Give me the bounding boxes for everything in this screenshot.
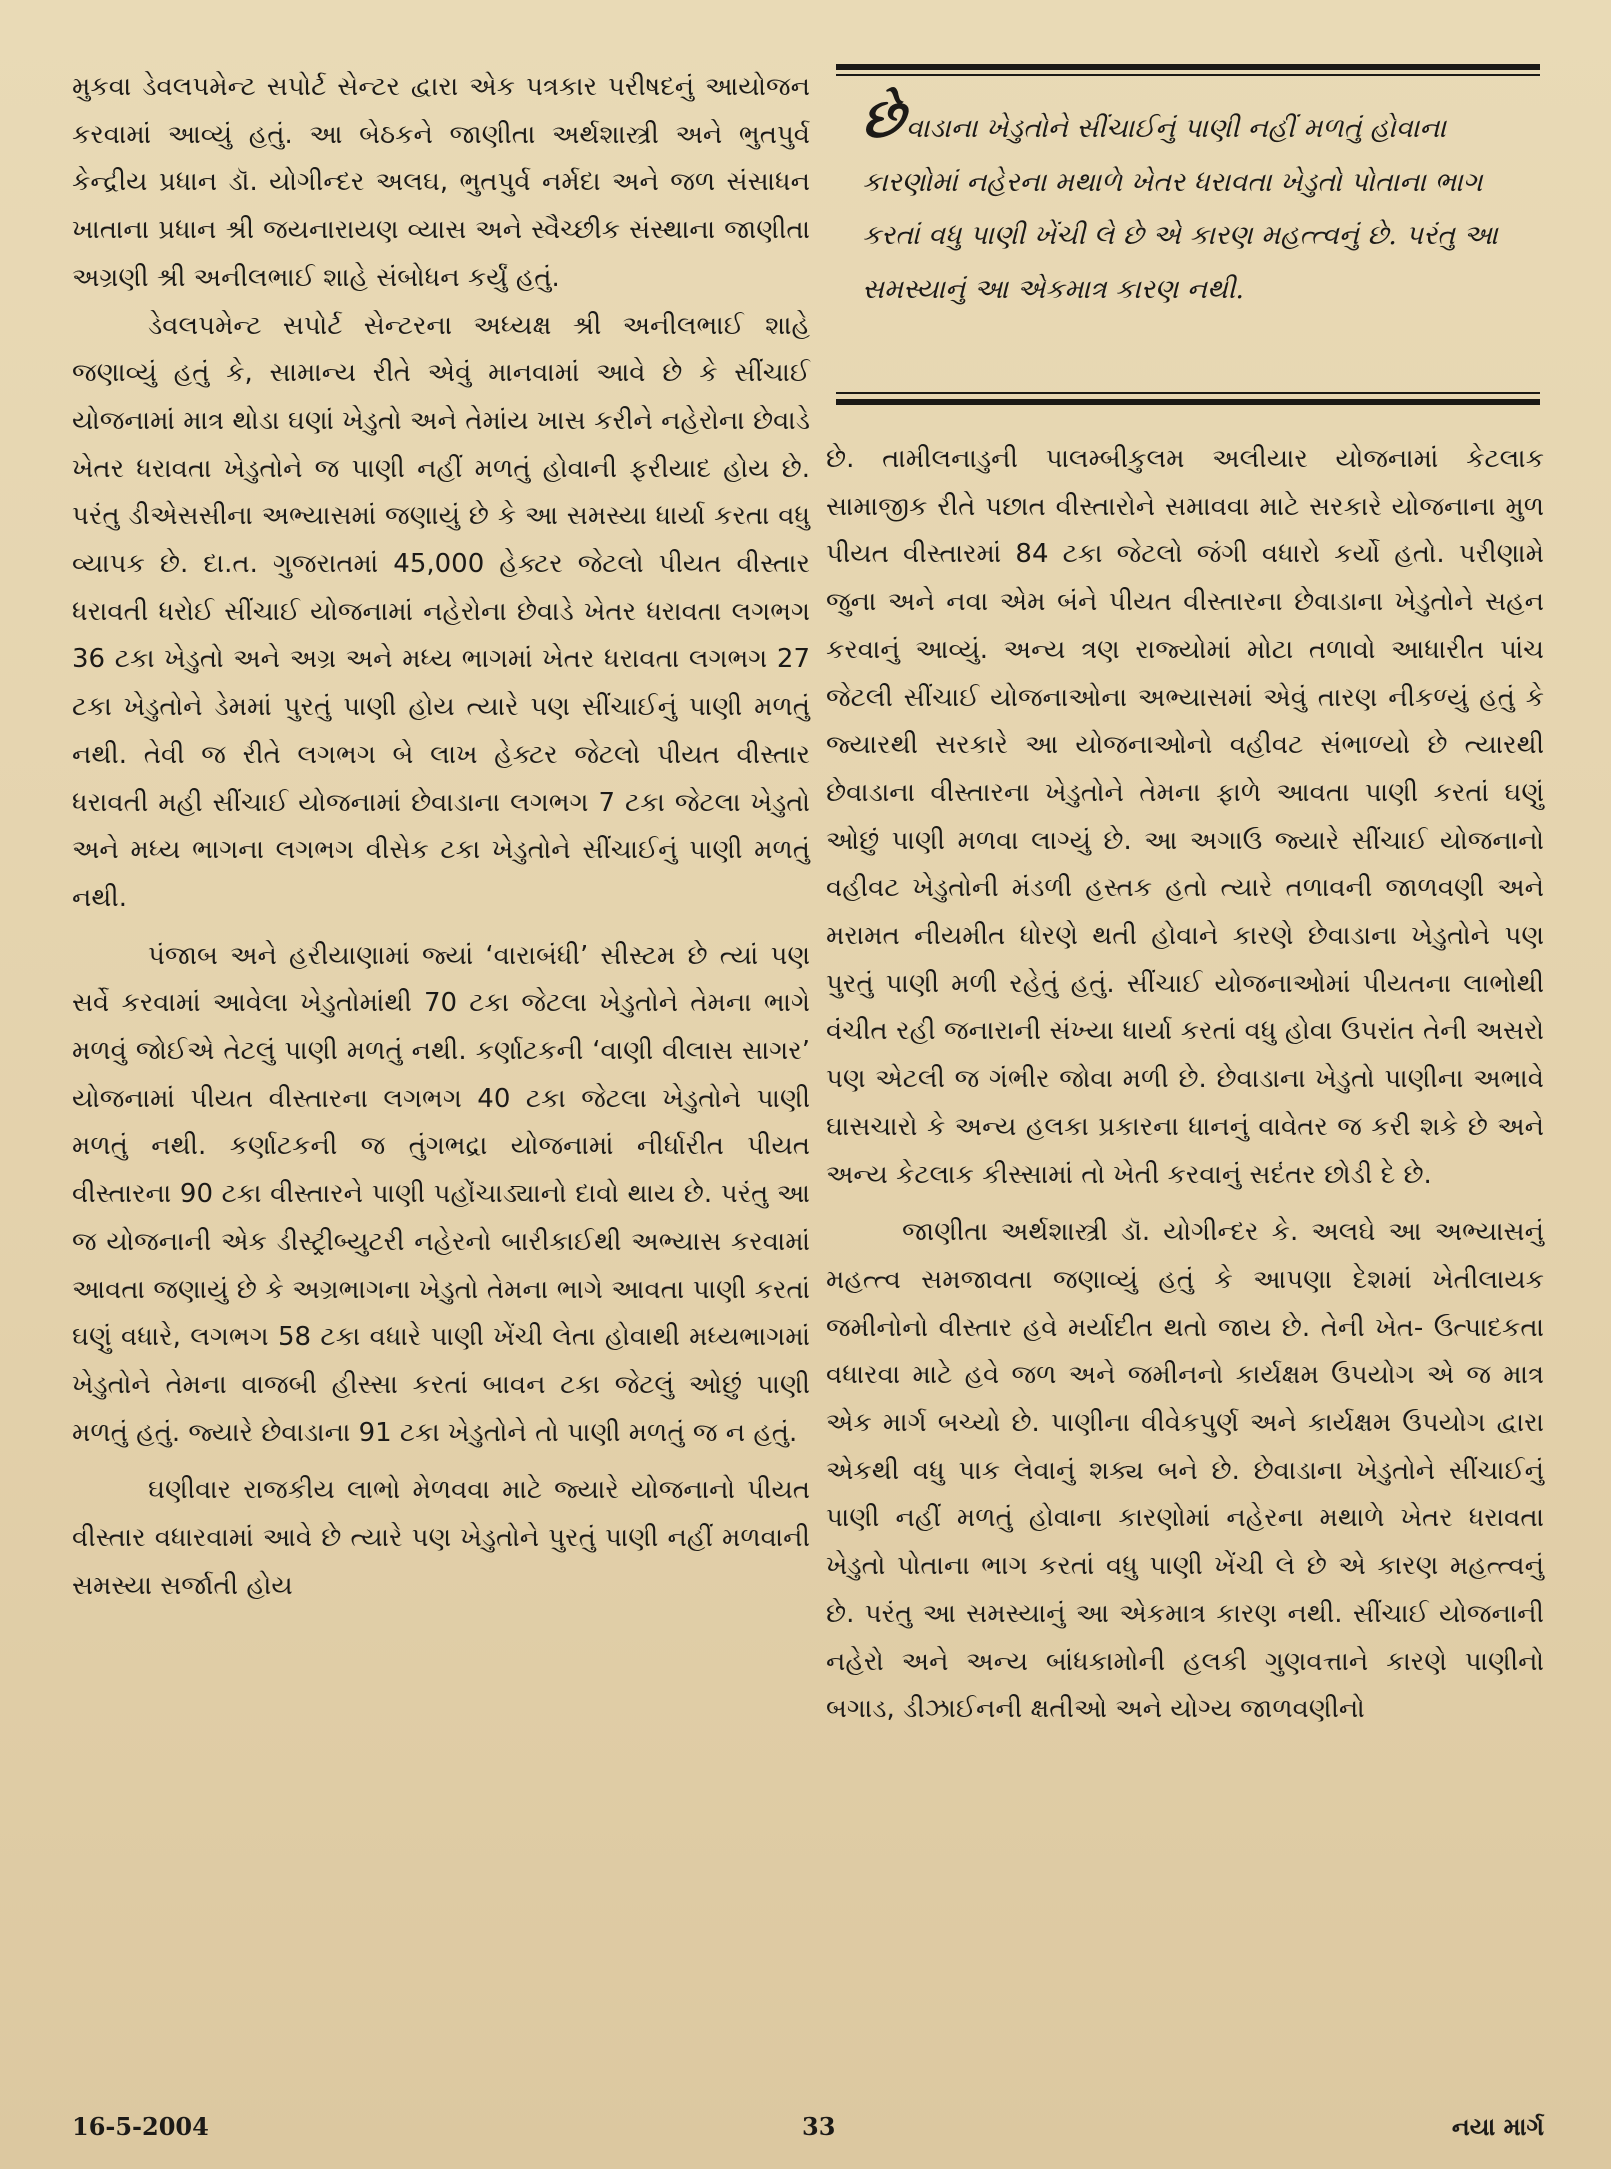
paragraph: ડેવલપમેન્ટ સપોર્ટ સેન્ટરના અધ્યક્ષ શ્રી અનીલભાઈ શાહે જણાવ્યું હતું કે, સામાન્ય રીતે એવું માનવામાં આવે છે કે સીંચાઈ યોજનામાં માત્ર થોડા ઘણાં ખેડુતો અને તેમાંય ખાસ કરીને નહેરોના છેવાડે ખેતર ધરાવતા ખેડુતોને જ પાણી નહીં મળતું હોવાની ફરીયાદ હોય છે. પરંતુ ડીએસસીના અભ્યાસમાં જણાયું છે કે આ સમસ્યા ધાર્યા કરતા વધુ વ્યાપક છે. દા.ત. ગુજરાતમાં 45,000 હેક્ટર જેટલો પીયત વીસ્તાર ધરાવતી ધરોઈ સીંચાઈ યોજનામાં નહેરોના છેવાડે ખેતર ધરાવતા લગભગ 36 ટકા ખેડુતો અને અગ્ર અને મધ્ય ભાગમાં ખેતર ધરાવતા લગભગ 27 ટકા ખેડુતોને ડેમમાં પુરતું પાણી હોય ત્યારે પણ સીંચાઈનું પાણી મળતું નથી. તેવી જ રીતે લગભગ બે લાખ હેક્ટર જેટલો પીયત વીસ્તાર ધરાવતી મહી સીંચાઈ યોજનામાં છેવાડાના લગભગ 7 ટકા જેટલા ખેડુતો અને મધ્ય ભાગના લગભગ વીસેક ટકા ખેડુતોને સીંચાઈનું પાણી મળતું નથી. [72,310,810,913]
drop-cap: છે [862,86,904,150]
paragraph: મુકવા ડેવલપમેન્ટ સપોર્ટ સેન્ટર દ્વારા એક પત્રકાર પરીષદનું આયોજન કરવામાં આવ્યું હતું. આ બેઠકને જાણીતા અર્થશાસ્ત્રી અને ભુતપુર્વ કેન્દ્રીય પ્રધાન ડૉ. યોગીન્દર અલઘ, ભુતપુર્વ નર્મદા અને જળ સંસાધન ખાતાના પ્રધાન શ્રી જયનારાયણ વ્યાસ અને સ્વૈચ્છીક સંસ્થાના જાણીતા અગ્રણી શ્રી અનીલભાઈ શાહે સંબોધન કર્યું હતું. [72,72,810,293]
paragraph: છે. તામીલનાડુની પાલમ્બીકુલમ અલીયાર યોજનામાં કેટલાક સામાજીક રીતે પછાત વીસ્તારોને સમાવવા માટે સરકારે યોજનાના મુળ પીયત વીસ્તારમાં 84 ટકા જેટલો જંગી વધારો કર્યો હતો. પરીણામે જુના અને નવા એમ બંને પીયત વીસ્તારના છેવાડાના ખેડુતોને સહન કરવાનું આવ્યું. અન્ય ત્રણ રાજ્યોમાં મોટા તળાવો આધારીત પાંચ જેટલી સીંચાઈ યોજનાઓના અભ્યાસમાં એવું તારણ નીકળ્યું હતું કે જ્યારથી સરકારે આ યોજનાઓનો વહીવટ સંભાળ્યો છે ત્યારથી છેવાડાના વીસ્તારના ખેડુતોને તેમના ફાળે આવતા પાણી કરતાં ઘણું ઓછું પાણી મળવા લાગ્યું છે. આ અગાઉ જ્યારે સીંચાઈ યોજનાનો વહીવટ ખેડુતોની મંડળી હસ્તક હતો ત્યારે તળાવની જાળવણી અને મરામત નીયમીત ધોરણે થતી હોવાને કારણે છેવાડાના ખેડુતોને પણ પુરતું પાણી મળી રહેતું હતું. સીંચાઈ યોજનાઓમાં પીયતના લાભોથી વંચીત રહી જનારાની સંખ્યા ધાર્યા કરતાં વધુ હોવા ઉપરાંત તેની અસરો પણ એટલી જ ગંભીર જોવા મળી છે. છેવાડાના ખેડુતો પાણીના અભાવે ઘાસચારો કે અન્ય હલકા પ્રકારના ધાનનું વાવેતર જ કરી શકે છે અને અન્ય કેટલાક કીસ્સામાં તો ખેતી કરવાનું સદંતર છોડી દે છે. [826,444,1544,1190]
paragraph: ઘણીવાર રાજકીય લાભો મેળવવા માટે જ્યારે યોજનાનો પીયત વીસ્તાર વધારવામાં આવે છે ત્યારે પણ ખેડુતોને પુરતું પાણી નહીં મળવાની સમસ્યા સર્જાતી હોય [72,1475,810,1601]
magazine-name: નયા માર્ગ [1451,2112,1544,2141]
bottom-rule-thin [836,392,1540,394]
top-rule [836,64,1540,70]
paragraph: જાણીતા અર્થશાસ્ત્રી ડૉ. યોગીન્દર કે. અલઘે આ અભ્યાસનું મહત્ત્વ સમજાવતા જણાવ્યું હતું કે આપણા દેશમાં ખેતીલાયક જમીનોનો વીસ્તાર હવે મર્યાદીત થતો જાય છે. તેની ખેત- ઉત્પાદકતા વધારવા માટે હવે જળ અને જમીનનો કાર્યક્ષમ ઉપયોગ એ જ માત્ર એક માર્ગ બચ્યો છે. પાણીના વીવેકપુર્ણ અને કાર્યક્ષમ ઉપયોગ દ્વારા એકથી વધુ પાક લેવાનું શક્ય બને છે. છેવાડાના ખેડુતોને સીંચાઈનું પાણી નહીં મળતું હોવાના કારણોમાં નહેરના મથાળે ખેતર ધરાવતા ખેડુતો પોતાના ભાગ કરતાં વધુ પાણી ખેંચી લે છે એ કારણ મહત્ત્વનું છે. પરંતુ આ સમસ્યાનું આ એકમાત્ર કારણ નથી. સીંચાઈ યોજનાની નહેરો અને અન્ય બાંધકામોની હલકી ગુણવત્તાને કારણે પાણીનો બગાડ, ડીઝાઈનની ક્ષતીઓ અને યોગ્ય જાળવણીનો [826,1217,1544,1725]
pull-quote-text [862,86,1522,316]
paragraph: પંજાબ અને હરીયાણામાં જ્યાં ‘વારાબંધી’ સીસ્ટમ છે ત્યાં પણ સર્વે કરવામાં આવેલા ખેડુતોમાંથી 70 ટકા જેટલા ખેડુતોને તેમના ભાગે મળવું જોઈએ તેટલું પાણી મળતું નથી. કર્ણાટકની ‘વાણી વીલાસ સાગર’ યોજનામાં પીયત વીસ્તારના લગભગ 40 ટકા જેટલા ખેડુતોને પાણી મળતું નથી. કર્ણાટકની જ તુંગભદ્રા યોજનામાં નીર્ધારીત પીયત વીસ્તારના 90 ટકા વીસ્તારને પાણી પહોંચાડ્યાનો દાવો થાય છે. પરંતુ આ જ યોજનાની એક ડીસ્ટ્રીબ્યુટરી નહેરનો બારીકાઈથી અભ્યાસ કરવામાં આવતા જણાયું છે કે અગ્રભાગના ખેડુતો તેમના ભાગે આવતા પાણી કરતાં ઘણું વધારે, લગભગ 58 ટકા વધારે પાણી ખેંચી લેતા હોવાથી મધ્યભાગમાં ખેડુતોને તેમના વાજબી હીસ્સા કરતાં બાવન ટકા જેટલું ઓછું પાણી મળતું હતું. જ્યારે છેવાડાના 91 ટકા ખેડુતોને તો પાણી મળતું જ ન હતું. [72,940,810,1448]
pull-quote-body: વાડાના ખેડુતોને સીંચાઈનું પાણી નહીં મળતું હોવાના કારણોમાં નહેરના મથાળે ખેતર ધરાવતા ખેડુતો પોતાના ભાગ કરતાં વધુ પાણી ખેંચી લે છે એ કારણ મહત્ત્વનું છે. પરંતુ આ સમસ્યાનું આ એકમાત્ર કારણ નથી. [862,113,1498,305]
pull-quote [836,64,1540,417]
right-column [826,436,1544,1734]
top-rule-thin [836,74,1540,76]
bottom-rule [836,399,1540,405]
page-footer [72,2112,1544,2152]
issue-date: 16-5-2004 [72,2112,209,2141]
left-column [72,64,810,1611]
page-number: 33 [802,2112,836,2141]
